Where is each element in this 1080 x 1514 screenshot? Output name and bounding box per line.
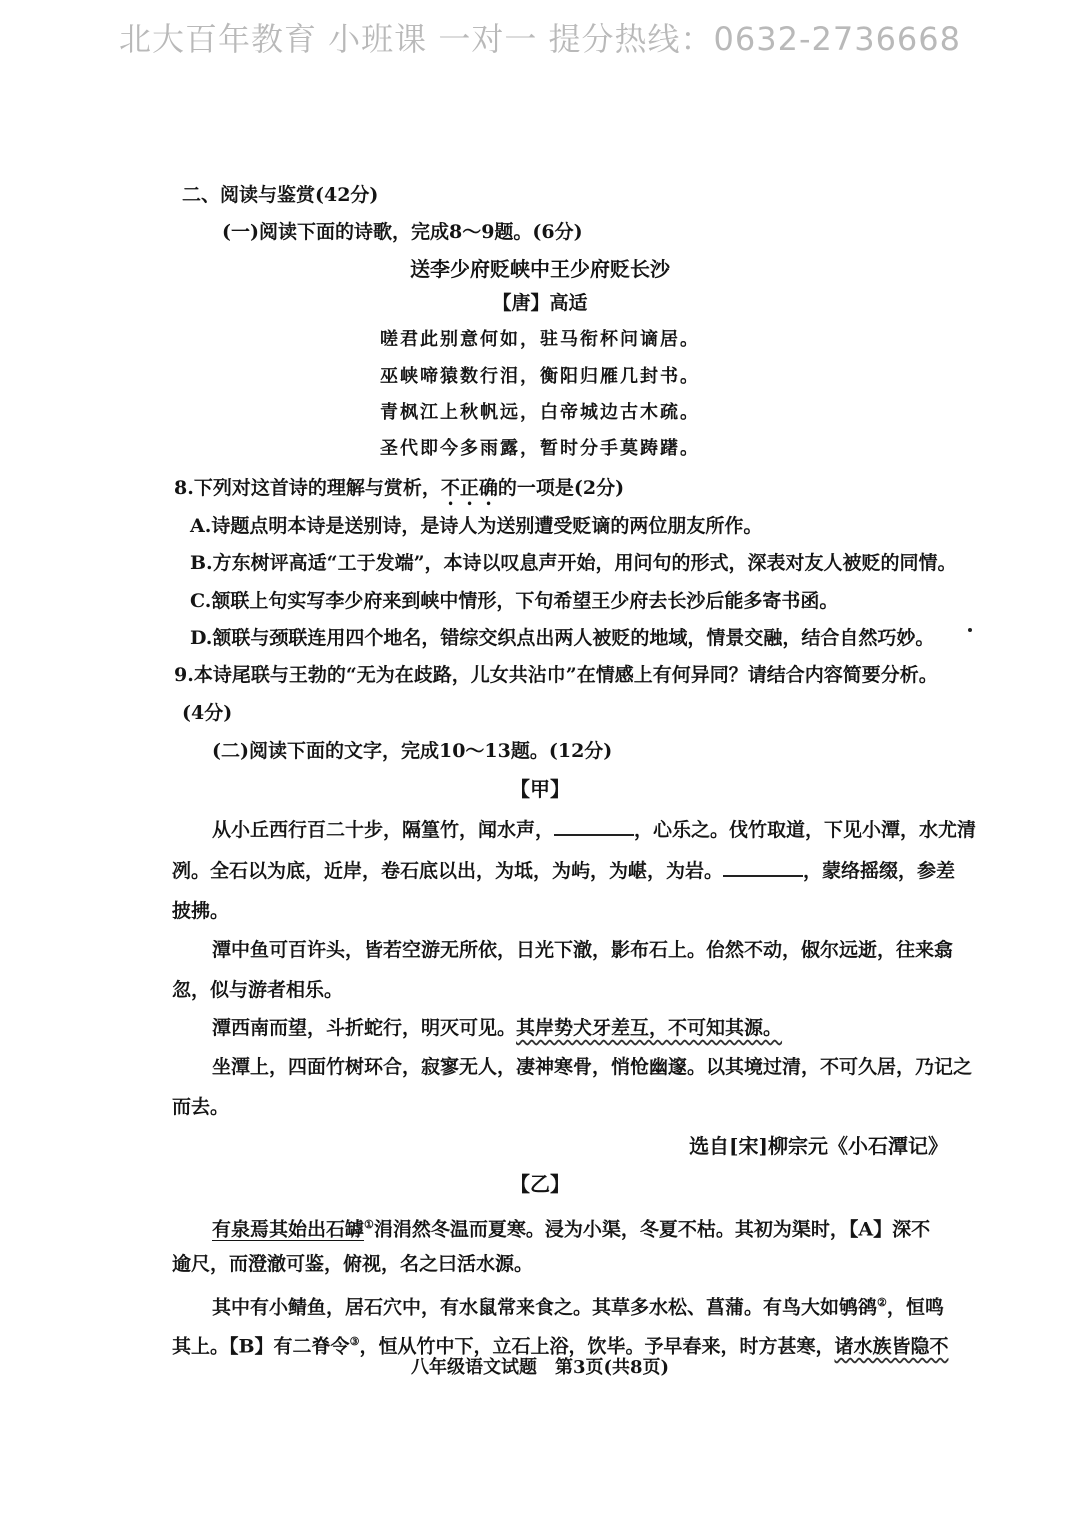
jia-p1-text-c: 冽。全石以为底，近岸，卷石底以出，为坻，为屿，为嵁，为岩。 [172,860,724,882]
yi-para1-line2: 逾尺，而澄澈可鉴，俯视，名之曰活水源。 [172,1253,534,1275]
footnote-2: ② [877,1296,887,1309]
scan-speck [968,628,972,632]
jia-para1-line3: 披拂。 [172,900,230,922]
yi-para1-line1 [212,1212,930,1242]
jia-heading: 【甲】 [510,777,570,801]
q8-option-d: D.颔联与颈联连用四个地名，错综交织点出两人被贬的地域，情景交融，结合自然巧妙。 [190,627,935,649]
answer-blank-1[interactable] [554,818,634,836]
jia-para4-line1: 坐潭上，四面竹树环合，寂寥无人，凄神寒骨，悄怆幽邃。以其境过清，不可久居，乃记之 [212,1056,973,1078]
jia-p1-text-b: ，心乐之。伐竹取道，下见小潭，水尤清 [634,819,977,841]
yi-p2-text-a1: 其中有小鲭鱼，居石穴中，有水鼠常来食之。其草多水松、菖蒲。有鸟大如鸲鹆 [212,1296,878,1319]
poem-line: 嗟君此别意何如，驻马衔杯问谪居。 [380,329,700,350]
q8-stem-before: 8.下列对这首诗的理解与赏析， [174,477,441,499]
answer-blank-2[interactable] [723,859,803,877]
question-9-line1: 9.本诗尾联与王勃的“无为在歧路，儿女共沾巾”在情感上有何异同？请结合内容简要分析。 [174,664,938,686]
poem-line: 巫峡啼猿数行泪，衡阳归雁几封书。 [380,366,700,387]
jia-para1-line1 [212,817,976,843]
question-9-line2: (4分) [182,702,233,724]
jia-para3 [212,1015,782,1041]
jia-p3-wavy-underlined: 其岸势犬牙差互，不可知其源。 [516,1017,783,1039]
poem-line: 青枫江上秋帆远，白帝城边古木疏。 [380,402,700,423]
q8-option-a: A.诗题点明本诗是送别诗，是诗人为送别遭受贬谪的两位朋友所作。 [190,515,763,537]
jia-p1-text-a: 从小丘西行百二十步，隔篁竹，闻水声， [212,819,555,841]
yi-p2-text-a2: ，恒鸣 [886,1296,944,1319]
yi-p2-text-b1: 其上。【B】有二脊令 [172,1335,350,1358]
yi-para2-line1 [212,1290,944,1320]
jia-p3-plain: 潭西南而望，斗折蛇行，明灭可见。 [212,1017,517,1039]
watermark: 北大百年教育 小班课 一对一 提分热线：0632-2736668 [118,20,962,58]
jia-para4-line2: 而去。 [172,1096,230,1118]
q8-option-b: B.方东树评高适“工于发端”，本诗以叹息声开始，用问句的形式，深表对友人被贬的同情。 [190,552,957,574]
jia-para1-line2 [172,858,955,884]
page-footer: 八年级语文试题 第3页(共8页) [410,1357,670,1378]
yi-heading: 【乙】 [510,1172,570,1196]
q8-option-c: C.颔联上句实写李少府来到峡中情形，下句希望王少府去长沙后能多寄书函。 [190,590,839,612]
question-8-stem [174,475,624,510]
part2-intro: (二)阅读下面的文字，完成10～13题。(12分) [212,740,613,762]
poem-line: 圣代即今多雨露，暂时分手莫踌躇。 [380,438,700,459]
jia-source: 选自[宋]柳宗元《小石潭记》 [689,1134,948,1158]
part1-intro: (一)阅读下面的诗歌，完成8～9题。(6分) [222,221,583,243]
section-title: 二、阅读与鉴赏(42分) [182,184,379,206]
q8-stem-emphasis: 不正确 [440,477,498,499]
yi-p2-text-b2: ，恒从竹中下，立石上浴，饮毕。予早春来，时方甚寒， [359,1335,835,1358]
jia-para2-line2: 忽，似与游者相乐。 [172,979,344,1001]
jia-p1-text-d: ，蒙络摇缀，参差 [803,860,956,882]
q8-stem-after: 的一项是(2分) [497,477,625,499]
yi-p1-underlined: 有泉焉其始出石罅 [212,1218,365,1241]
poem-author: 【唐】高适 [492,292,588,314]
footnote-3: ③ [349,1335,360,1348]
yi-p1-rest: 涓涓然冬温而夏寒。浸为小渠，冬夏不枯。其初为渠时，【A】深不 [373,1218,931,1241]
footnote-1: ① [364,1218,374,1231]
poem-title: 送李少府贬峡中王少府贬长沙 [410,257,670,281]
jia-para2-line1: 潭中鱼可百许头，皆若空游无所依，日光下澈，影布石上。佁然不动，俶尔远逝，往来翕 [212,939,954,961]
yi-p2-wavy-underlined: 诸水族皆隐不 [834,1335,949,1358]
